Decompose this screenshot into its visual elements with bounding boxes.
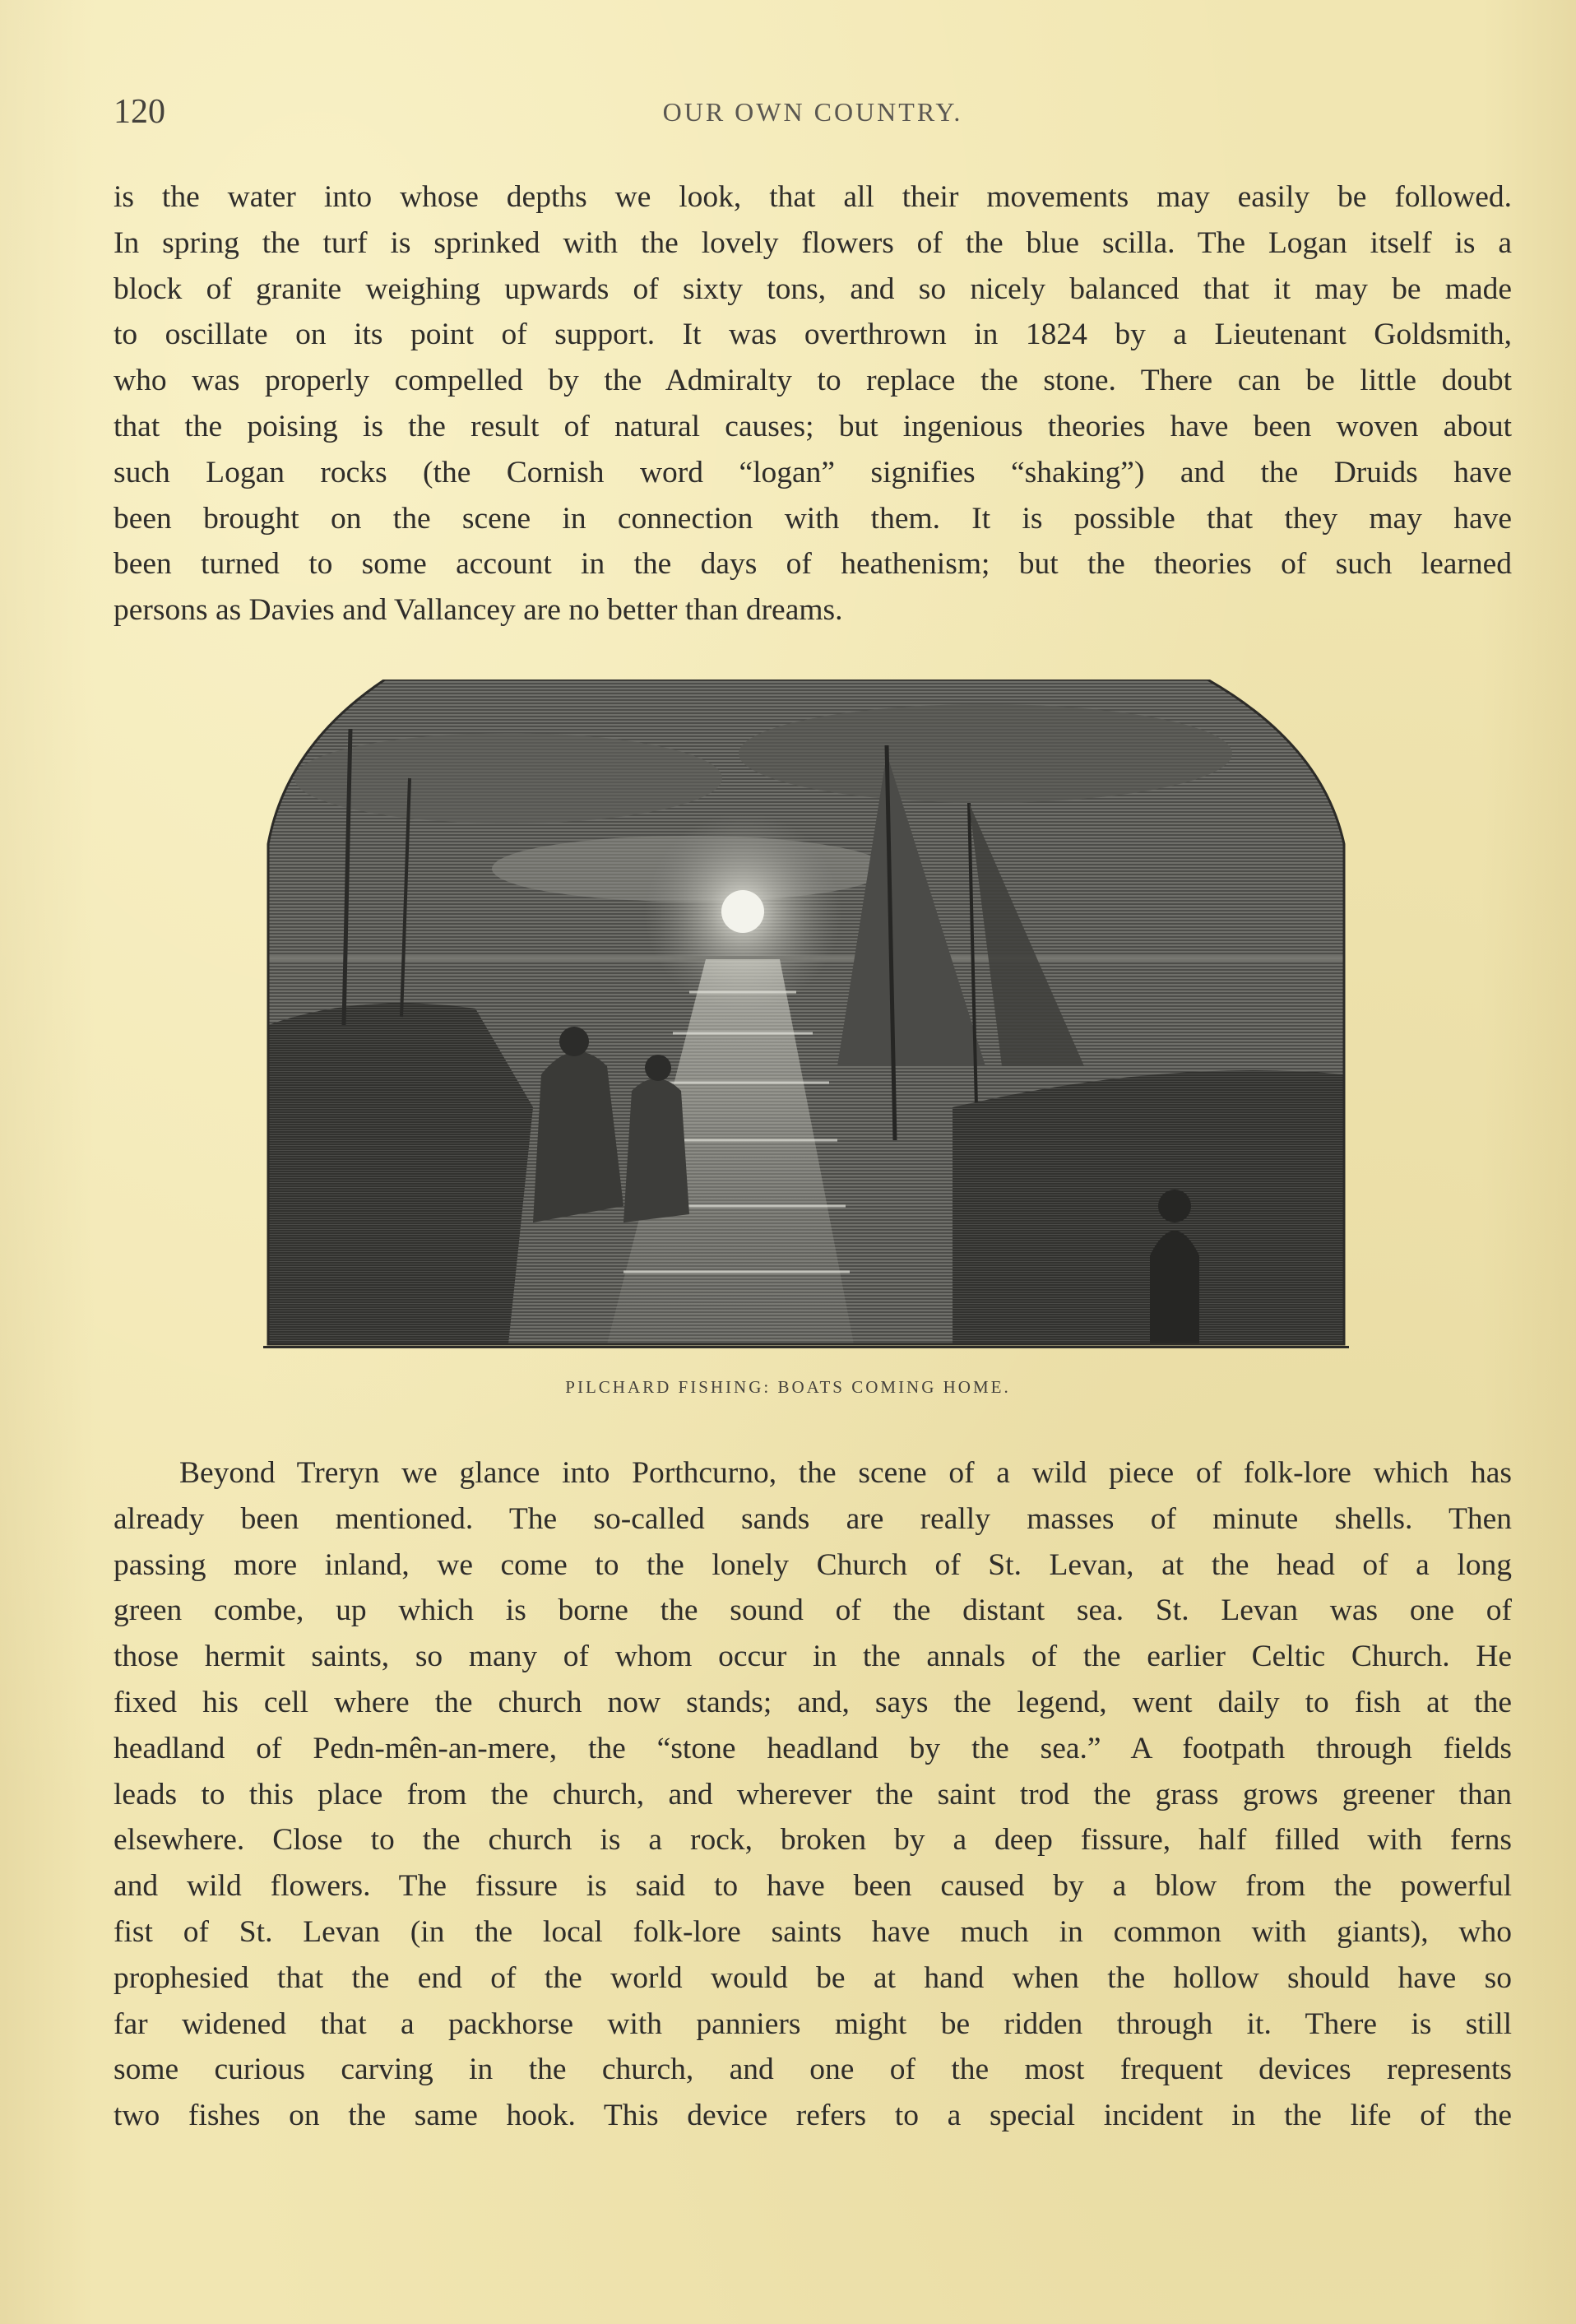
text-line: already been mentioned. The so-called sands are really masses of minute shells. Then bbox=[114, 1501, 1512, 1536]
text-line: that the poising is the result of natural causes; but ingenious theories have been woven about bbox=[114, 409, 1512, 443]
text-line: persons as Davies and Vallancey are no better than dreams. bbox=[114, 593, 843, 628]
text-line: those hermit saints, so many of whom occur in the annals of the earlier Celtic Church. He bbox=[114, 1640, 1512, 1674]
text-line: been turned to some account in the days of heathenism; but the theories of such learned bbox=[114, 547, 1512, 582]
text-line: prophesied that the end of the world would be at hand when the hollow should have so bbox=[114, 1960, 1512, 1995]
text-line: two fishes on the same hook. This device refers to a special incident in the life of the bbox=[114, 2099, 1512, 2133]
figure-caption: PILCHARD FISHING: BOATS COMING HOME. bbox=[565, 1377, 1011, 1397]
text-line: headland of Pedn-mên-an-mere, the “stone headland by the sea.” A footpath through fields bbox=[114, 1731, 1512, 1765]
text-line: Beyond Treryn we glance into Porthcurno, the scene of a wild piece of folk-lore which has bbox=[179, 1456, 1512, 1490]
running-head bbox=[114, 92, 1512, 141]
engraving-illustration bbox=[262, 680, 1351, 1351]
page-number: 120 bbox=[114, 93, 165, 131]
text-line: to oscillate on its point of support. It was overthrown in 1824 by a Lieutenant Goldsmith, bbox=[114, 318, 1512, 352]
text-line: In spring the turf is sprinked with the lovely flowers of the blue scilla. The Logan itself is a bbox=[114, 225, 1512, 260]
paragraph-1 bbox=[114, 174, 1512, 633]
text-line: is the water into whose depths we look, that all their movements may easily be followed. bbox=[114, 180, 1512, 214]
text-line: fixed his cell where the church now stands; and, says the legend, went daily to fish at the bbox=[114, 1685, 1512, 1719]
text-line: and wild flowers. The fissure is said to have been caused by a blow from the powerful bbox=[114, 1869, 1512, 1904]
text-line: elsewhere. Close to the church is a rock, broken by a deep fissure, half filled with ferns bbox=[114, 1823, 1512, 1858]
text-line: fist of St. Levan (in the local folk-lore saints have much in common with giants), who bbox=[114, 1914, 1512, 1949]
text-line: been brought on the scene in connection with them. It is possible that they may have bbox=[114, 501, 1512, 536]
text-line: block of granite weighing upwards of sixty tons, and so nicely balanced that it may be made bbox=[114, 271, 1512, 306]
text-line: such Logan rocks (the Cornish word “logan” signifies “shaking”) and the Druids have bbox=[114, 455, 1512, 489]
text-line: who was properly compelled by the Admiralty to replace the stone. There can be little doubt bbox=[114, 364, 1512, 398]
running-title: OUR OWN COUNTRY. bbox=[662, 97, 963, 127]
text-line: some curious carving in the church, and one of the most frequent devices represents bbox=[114, 2053, 1512, 2087]
text-line: passing more inland, we come to the lonely Church of St. Levan, at the head of a long bbox=[114, 1547, 1512, 1582]
text-line: green combe, up which is borne the sound of the distant sea. St. Levan was one of bbox=[114, 1593, 1512, 1628]
text-line: leads to this place from the church, and wherever the saint trod the grass grows greener than bbox=[114, 1777, 1512, 1811]
paragraph-2 bbox=[114, 1450, 1512, 2139]
text-line: far widened that a packhorse with panniers might be ridden through it. There is still bbox=[114, 2006, 1512, 2041]
moonlit-sea-engraving bbox=[262, 680, 1351, 1351]
